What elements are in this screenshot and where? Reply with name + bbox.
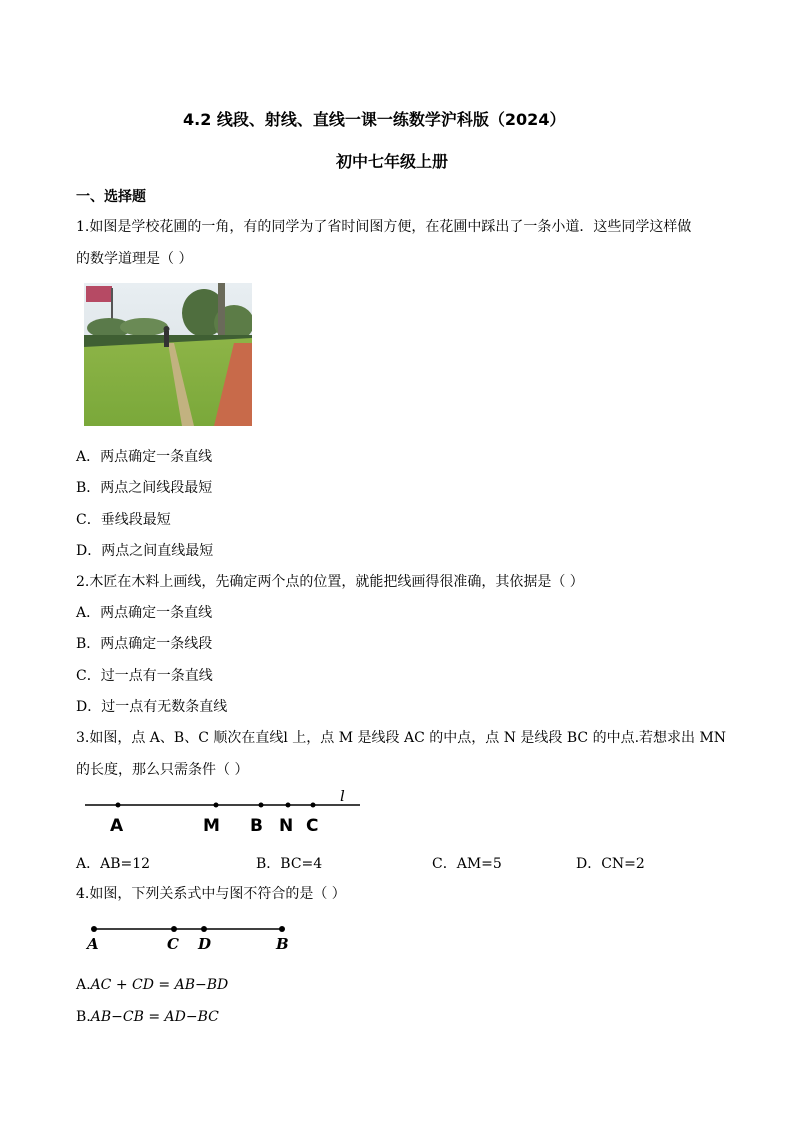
- q1-option-d: D．两点之间直线最短: [76, 543, 214, 559]
- line-label-l: l: [340, 787, 345, 805]
- seg-label-d: D: [198, 935, 212, 953]
- point-label-n: N: [279, 816, 294, 836]
- garden-path-photo: [84, 283, 252, 426]
- q1-option-b: B．两点之间线段最短: [76, 480, 213, 496]
- q1-option-c: C．垂线段最短: [76, 512, 171, 528]
- question-1-line-1: 1.如图是学校花圃的一角，有的同学为了省时间图方便，在花圃中踩出了一条小道．这些同学这样做: [76, 219, 692, 235]
- q2-option-a: A．两点确定一条直线: [76, 605, 213, 621]
- question-2-line-1: 2.木匠在木料上画线，先确定两个点的位置，就能把线画得很准确，其依据是（ ）: [76, 574, 584, 590]
- seg-label-c: C: [167, 935, 179, 953]
- q4-option-a-expression: AC + CD = AB−BD: [90, 977, 229, 993]
- question-3-line-1: 3.如图，点 A、B、C 顺次在直线l 上，点 M 是线段 AC 的中点，点 N 是线段 BC 的中点.若想求出 MN: [76, 730, 727, 746]
- q4-option-b-prefix: B.: [76, 1009, 91, 1025]
- q4-option-a-prefix: A.: [76, 977, 91, 993]
- page-title: 4.2 线段、射线、直线一课一练数学沪科版（2024）: [183, 110, 566, 129]
- q3-option-d: D．CN=2: [576, 856, 645, 872]
- q2-option-b: B．两点确定一条线段: [76, 636, 213, 652]
- q1-option-a: A．两点确定一条直线: [76, 449, 213, 465]
- question-1-line-2: 的数学道理是（ ）: [76, 251, 193, 267]
- point-label-a: A: [110, 816, 124, 836]
- point-label-b: B: [250, 816, 263, 836]
- q3-option-b: B．BC=4: [256, 856, 323, 872]
- point-label-c: C: [306, 816, 319, 836]
- q4-segment-figure: [84, 915, 299, 957]
- point-label-m: M: [203, 816, 220, 836]
- q3-option-c: C．AM=5: [432, 856, 502, 872]
- question-4-line-1: 4.如图，下列关系式中与图不符合的是（ ）: [76, 886, 346, 902]
- q4-option-b-expression: AB−CB = AD−BC: [90, 1009, 219, 1025]
- section-heading: 一、选择题: [76, 189, 146, 205]
- page-subtitle: 初中七年级上册: [336, 152, 449, 171]
- q2-option-c: C．过一点有一条直线: [76, 668, 213, 684]
- q2-option-d: D．过一点有无数条直线: [76, 699, 228, 715]
- q3-option-a: A．AB=12: [76, 856, 151, 872]
- q4-option-b: [76, 1009, 219, 1025]
- q4-option-a: [76, 977, 228, 993]
- question-3-line-2: 的长度，那么只需条件（ ）: [76, 762, 249, 778]
- seg-label-b: B: [276, 935, 289, 953]
- seg-label-a: A: [87, 935, 99, 953]
- q3-line-figure: [80, 785, 370, 840]
